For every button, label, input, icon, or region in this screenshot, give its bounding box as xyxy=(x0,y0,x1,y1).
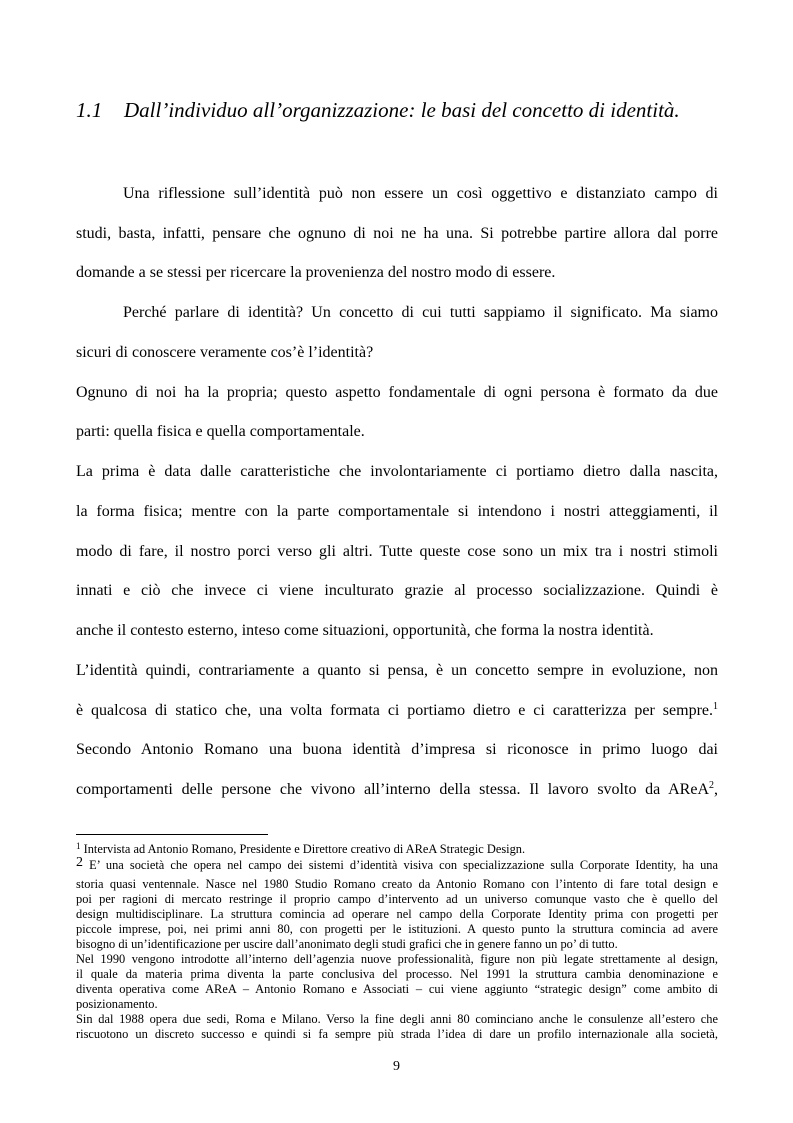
footnote-2-line-5: piccole imprese, poi, nei primi anni 80, con progetti per le istituzioni. A questo punto la struttura comincia ad avere xyxy=(76,922,718,936)
footnote-2-line-10: posizionamento. xyxy=(76,997,158,1011)
section-title: Dall’individuo all’organizzazione: le basi del concetto di identità. xyxy=(124,98,680,122)
footnote-ref-2[interactable]: 2 xyxy=(709,780,714,791)
body-line-4: Perché parlare di identità? Un concetto di cui tutti sappiamo il significato. Ma siamo xyxy=(123,304,718,321)
body-line-2: studi, basta, infatti, pensare che ognuno di noi ne ha una. Si potrebbe partire allora dal porre xyxy=(76,225,718,242)
footnote-2-line-11: Sin dal 1988 opera due sedi, Roma e Milano. Verso la fine degli anni 80 cominciano anche le consulenze all’estero che xyxy=(76,1012,718,1026)
body-line-13: L’identità quindi, contrariamente a quanto si pensa, è un concetto sempre in evoluzione, non xyxy=(76,662,718,679)
body-line-3: domande a se stessi per ricercare la provenienza del nostro modo di essere. xyxy=(76,264,556,281)
footnote-2-line-9: diventa operativa come AReA – Antonio Romano e Associati – cui viene aggiunto “strategic design” come ambito di xyxy=(76,982,718,996)
footnote-separator xyxy=(76,834,268,835)
footnote-2-line-12: riscuotono un discreto successo e quindi si fa sempre più strada l’idea di dare un profilo internazionale alla società, xyxy=(76,1027,718,1041)
page-number: 9 xyxy=(393,1059,400,1074)
section-number: 1.1 xyxy=(76,98,103,122)
body-line-16-text: comportamenti delle persone che vivono all’interno della stessa. Il lavoro svolto da AReA xyxy=(76,781,709,798)
footnote-2-line-8: il quale da materia prima diventa la parte conclusiva del processo. Nel 1991 la struttura cambia denominazione e xyxy=(76,967,718,981)
body-line-10: modo di fare, il nostro porci verso gli altri. Tutte queste cose sono un mix tra i nostri stimoli xyxy=(76,543,718,560)
body-line-11: innati e ciò che invece ci viene inculturato grazie al processo socializzazione. Quindi è xyxy=(76,582,718,599)
body-line-7: parti: quella fisica e quella comportamentale. xyxy=(76,423,365,440)
body-line-15: Secondo Antonio Romano una buona identità d’impresa si riconosce in primo luogo dai xyxy=(76,741,718,758)
footnote-2-line-6: bisogno di un’identificazione per uscire dall’anonimato degli studi grafici che in genere fanno un po’ di tutto. xyxy=(76,937,618,951)
body-line-5: sicuri di conoscere veramente cos’è l’identità? xyxy=(76,344,374,361)
body-line-12: anche il contesto esterno, inteso come situazioni, opportunità, che forma la nostra identità. xyxy=(76,622,654,639)
body-line-9: la forma fisica; mentre con la parte comportamentale si intendono i nostri atteggiamenti, il xyxy=(76,503,718,520)
footnote-1-text: Intervista ad Antonio Romano, Presidente e Direttore creativo di AReA Strategic Design. xyxy=(83,842,526,856)
footnote-ref-1[interactable]: 1 xyxy=(713,701,718,712)
body-line-16-comma: , xyxy=(714,781,718,798)
footnote-2-line-1 xyxy=(76,855,718,873)
footnote-1-marker: 1 xyxy=(76,841,81,851)
footnote-2-line-3: poi per ragioni di mercato restringe il proprio campo d’intervento ad un universo comunque vasto che è quello del xyxy=(76,892,718,906)
footnote-2-line-7: Nel 1990 vengono introdotte all’interno dell’agenzia nuove professionalità, figure non più legate strettamente al design, xyxy=(76,952,718,966)
footnote-2-line-4: design multidisciplinare. La struttura comincia ad operare nel campo della Corporate Identity prima con progetti per xyxy=(76,907,718,921)
footnote-2-line-2: storia quasi ventennale. Nasce nel 1980 Studio Romano creato da Antonio Romano con l’intento di fare total design e xyxy=(76,877,718,891)
body-line-16 xyxy=(76,779,718,801)
body-line-8: La prima è data dalle caratteristiche che involontariamente ci portiamo dietro dalla nascita, xyxy=(76,463,718,480)
body-line-14 xyxy=(76,700,718,722)
body-line-14-text: è qualcosa di statico che, una volta formata ci portiamo dietro e ci caratterizza per sempre. xyxy=(76,702,713,719)
body-line-1: Una riflessione sull’identità può non essere un così oggettivo e distanziato campo di xyxy=(123,185,718,202)
footnote-2-marker: 2 xyxy=(76,855,83,870)
footnote-2-line-1-text: E’ una società che opera nel campo dei sistemi d’identità visiva con specializzazione sulla Corporate Identity, ha una xyxy=(83,858,718,872)
body-line-6: Ognuno di noi ha la propria; questo aspetto fondamentale di ogni persona è formato da due xyxy=(76,384,718,401)
section-heading xyxy=(76,96,736,124)
footnote-1 xyxy=(76,842,718,857)
